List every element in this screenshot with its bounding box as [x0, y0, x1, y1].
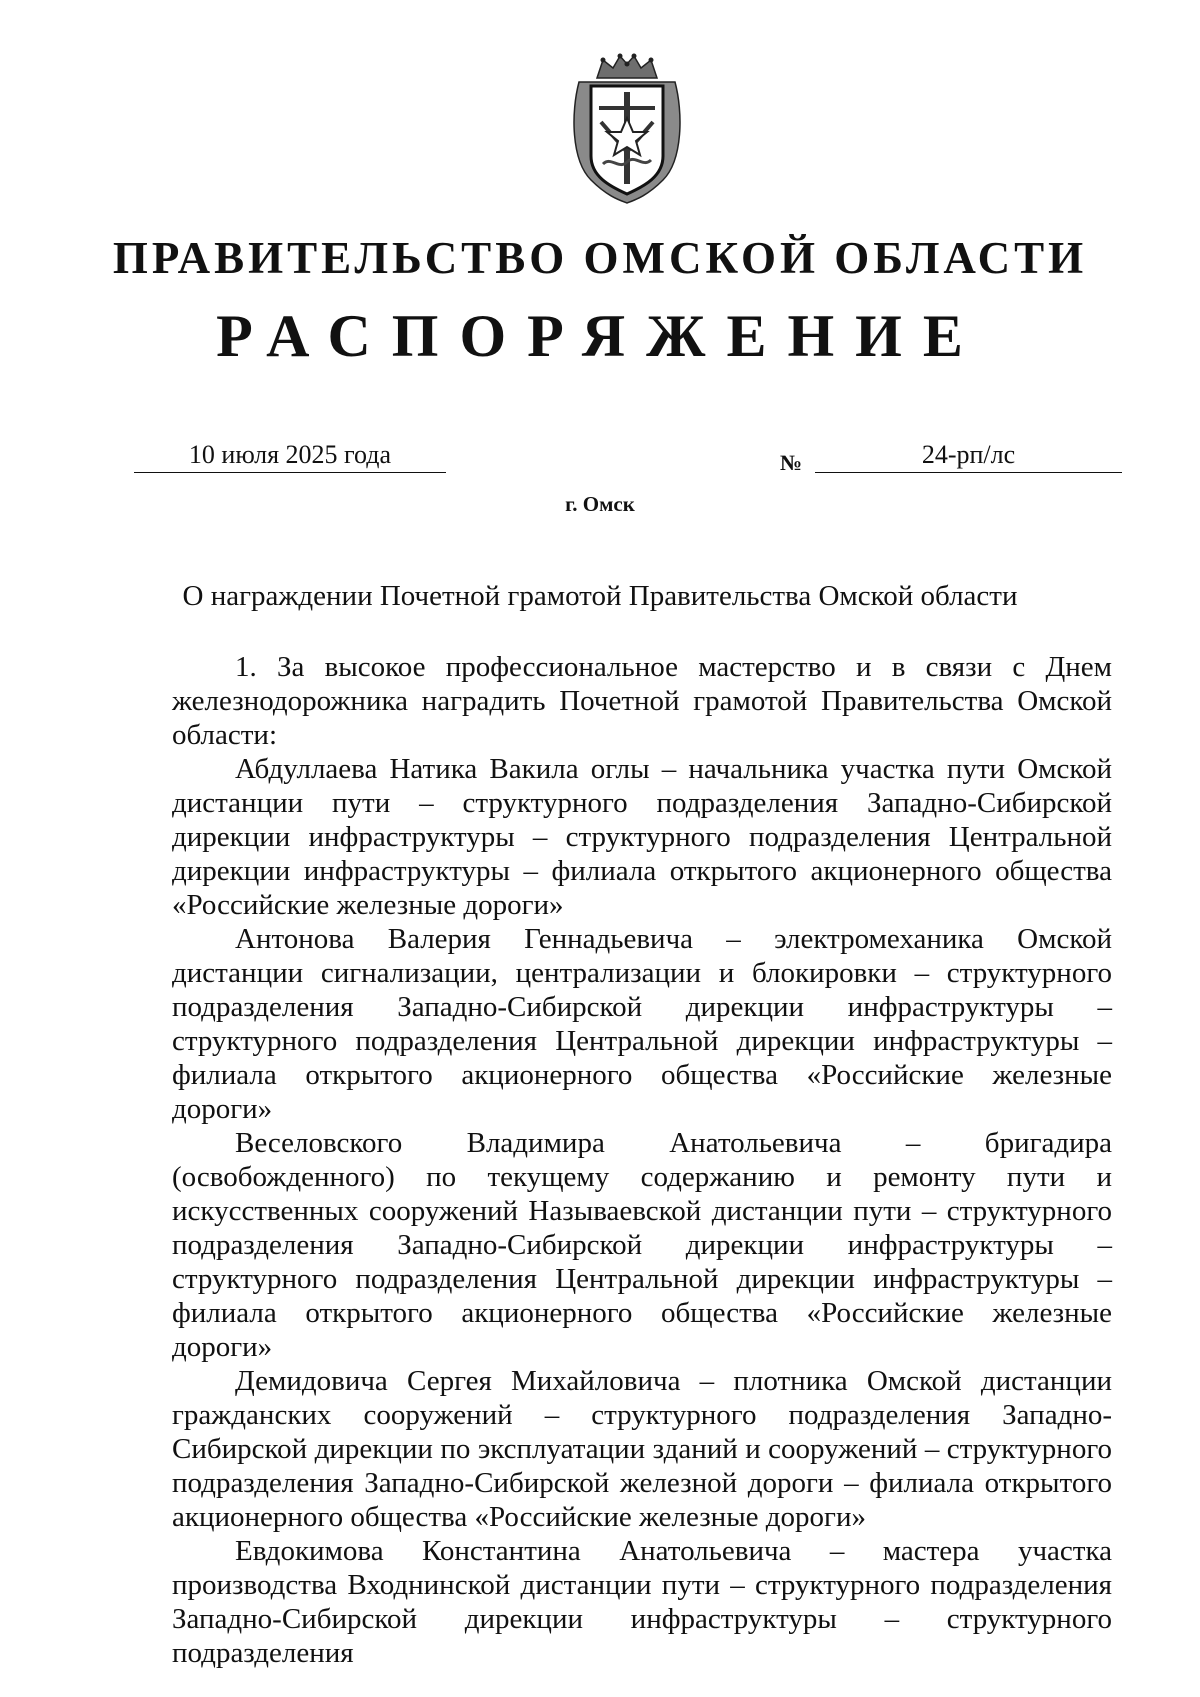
- issue-city: г. Омск: [565, 492, 635, 516]
- paragraph-awardee: Веселовского Владимира Анатольевича – бригадира (освобожденного) по текущему содержанию и ремонту пути и искусственных сооружений Называевской дистанции пути – структурного подразделения Западно-Сибирской дирекции инфраструктуры – структурного подразделения Центральной дирекции инфраструктуры – филиала открытого акционерного общества «Российские железные дороги»: [172, 1127, 1112, 1363]
- document-number: 24-рп/лс: [815, 438, 1122, 473]
- paragraph-awardee: Антонова Валерия Геннадьевича – электромеханика Омской дистанции сигнализации, централизации и блокировки – структурного подразделения Западно-Сибирской дирекции инфраструктуры – структурного подразделения Центральной дирекции инфраструктуры – филиала открытого акционерного общества «Российские железные дороги»: [172, 923, 1112, 1125]
- document-subject: О награждении Почетной грамотой Правительства Омской области: [182, 580, 1018, 612]
- paragraph-awardee: Абдуллаева Натика Вакила оглы – начальника участка пути Омской дистанции пути – структурного подразделения Западно-Сибирской дирекции инфраструктуры – структурного подразделения Центральной дирекции инфраструктуры – филиала открытого акционерного общества «Российские железные дороги»: [172, 753, 1112, 921]
- document-date: 10 июля 2025 года: [134, 438, 446, 473]
- document-type-title: РАСПОРЯЖЕНИЕ: [216, 303, 984, 369]
- government-title: ПРАВИТЕЛЬСТВО ОМСКОЙ ОБЛАСТИ: [112, 233, 1088, 283]
- document-body: [172, 650, 1112, 1670]
- paragraph-awardee: Демидовича Сергея Михайловича – плотника Омской дистанции гражданских сооружений – структурного подразделения Западно-Сибирской дирекции по эксплуатации зданий и сооружений – структурного подразделения Западно-Сибирской железной дороги – филиала открытого акционерного общества «Российские железные дороги»: [172, 1365, 1112, 1533]
- paragraph-awardee: Евдокимова Константина Анатольевича – мастера участка производства Входнинской дистанции пути – структурного подразделения Западно-Сибирской дирекции инфраструктуры – структурного подразделения: [172, 1535, 1112, 1669]
- coat-of-arms-icon: [567, 52, 687, 204]
- paragraph-award-intro: 1. За высокое профессиональное мастерство и в связи с Днем железнодорожника наградить Почетной грамотой Правительства Омской области:: [172, 651, 1112, 751]
- number-label: №: [780, 450, 803, 475]
